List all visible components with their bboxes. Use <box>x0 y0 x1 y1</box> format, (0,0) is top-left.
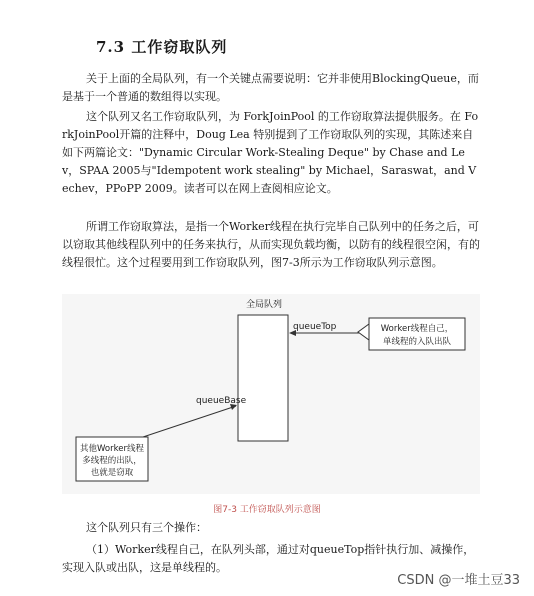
left-callout-line-3: 也就是窃取 <box>90 468 134 478</box>
right-callout-pointer <box>358 324 369 340</box>
paragraph-1: 关于上面的全局队列，有一个关键点需要说明：它并非使用BlockingQueue，而是基于一个普通的数组得以实现。 <box>62 72 479 103</box>
left-callout-line-1: 其他Worker线程 <box>80 444 144 454</box>
paragraph-5: （1）Worker线程自己，在队列头部，通过对queueTop指针执行加、减操作，实现入队或出队，这是单线程的。 <box>62 543 475 574</box>
left-callout-line-2: 多线程的出队， <box>82 456 142 466</box>
paragraph-3: 所谓工作窃取算法，是指一个Worker线程在执行完毕自己队列中的任务之后，可以窃取其他线程队列中的任务来执行，从而实现负载均衡，以防有的线程很空闲，有的线程很忙。这个过程要用到工作窃取队列，图7-3所示为工作窃取队列示意图。 <box>62 220 480 269</box>
right-callout-line-2: 单线程的入队出队 <box>382 337 452 347</box>
section-heading: 7.3 工作窃取队列 <box>96 38 228 56</box>
global-queue-box <box>238 315 288 441</box>
csdn-watermark: CSDN @一堆土豆33 <box>397 573 520 588</box>
paragraph-2: 这个队列又名工作窃取队列，为 ForkJoinPool 的工作窃取算法提供服务。在 ForkJoinPool开篇的注释中，Doug Lea 特别提到了工作窃取队列的实现，其陈述来自如下两篇论文："Dynamic Circular Work-Stealing Deque" by Chase and Lev，SPAA 2005与"Idempotent work stealing" by Michael，Saraswat，and Vechev，PPoPP 2009。读者可以在网上查阅相应论文。 <box>62 110 479 195</box>
queue-base-arrow <box>140 406 236 438</box>
figure-caption: 图7-3 工作窃取队列示意图 <box>213 505 321 515</box>
right-callout-line-1: Worker线程自己， <box>380 324 454 334</box>
global-queue-label: 全局队列 <box>246 300 283 310</box>
paragraph-4: 这个队列只有三个操作： <box>86 521 207 534</box>
queue-base-label: queueBase <box>196 396 247 406</box>
queue-top-label: queueTop <box>293 322 337 332</box>
